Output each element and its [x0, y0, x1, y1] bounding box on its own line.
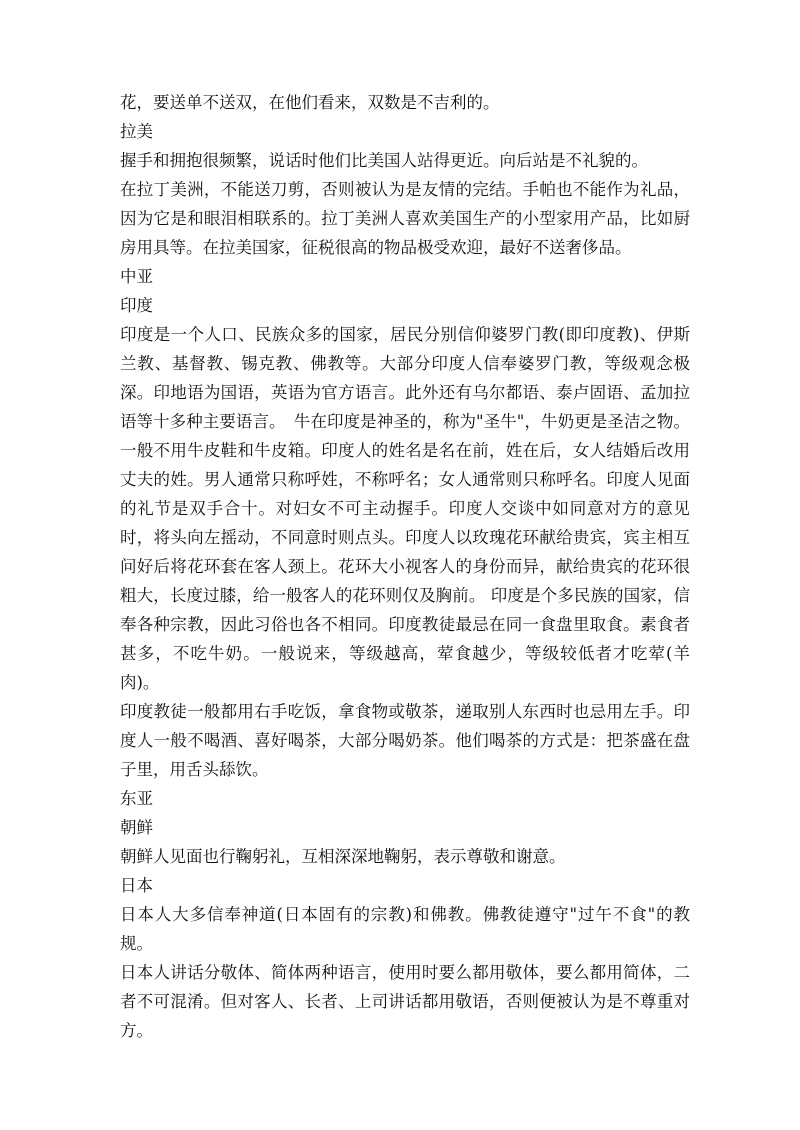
paragraph-gift-flowers: 花，要送单不送双，在他们看来，双数是不吉利的。: [120, 93, 500, 112]
paragraph-india-dining: 印度教徒一般都用右手吃饭，拿食物或敬茶，递取别人东西时也忌用左手。印度人一般不喝酒、喜好喝茶，大部分喝奶茶。他们喝茶的方式是：把茶盛在盘子里，用舌头舔饮。: [120, 702, 690, 779]
subsection-heading-india: 印度: [120, 296, 153, 315]
paragraph-india-customs: 印度是一个人口、民族众多的国家，居民分别信仰婆罗门教(即印度教)、伊斯兰教、基督教、锡克教、佛教等。大部分印度人信奉婆罗门教，等级观念极深。印地语为国语，英语为官方语言。此外还有乌尔都语、泰卢固语、孟加拉语等十多种主要语言。 牛在印度是神圣的，称为"圣牛"，牛奶更是圣洁之物。一般不用牛皮鞋和牛皮箱。印度人的姓名是名在前，姓在后，女人结婚后改用丈夫的姓。男人通常只称呼姓，不称呼名；女人通常则只称呼名。印度人见面的礼节是双手合十。对妇女不可主动握手。印度人交谈中如同意对方的意见时，将头向左摇动，不同意时则点头。印度人以玫瑰花环献给贵宾，宾主相互问好后将花环套在客人颈上。花环大小视客人的身份而异，献给贵宾的花环很粗大，长度过膝，给一般客人的花环则仅及胸前。 印度是个多民族的国家，信奉各种宗教，因此习俗也各不相同。印度教徒最忌在同一食盘里取食。素食者甚多，不吃牛奶。一般说来，等级越高，荤食越少，等级较低者才吃荤(羊肉)。: [120, 325, 690, 692]
section-heading-latin-america: 拉美: [120, 122, 153, 141]
section-heading-central-asia: 中亚: [120, 267, 153, 286]
paragraph-latin-greeting: 握手和拥抱很频繁，说话时他们比美国人站得更近。向后站是不礼貌的。: [120, 151, 648, 170]
subsection-heading-korea: 朝鲜: [120, 818, 153, 837]
paragraph-korea-bow: 朝鲜人见面也行鞠躬礼，互相深深地鞠躬，表示尊敬和谢意。: [120, 847, 566, 866]
paragraph-japan-religion: 日本人大多信奉神道(日本固有的宗教)和佛教。佛教徒遵守"过午不食"的教规。: [120, 905, 690, 953]
paragraph-latin-gifts: 在拉丁美洲，不能送刀剪，否则被认为是友情的完结。手帕也不能作为礼品，因为它是和眼泪相联系的。拉丁美洲人喜欢美国生产的小型家用产品，比如厨房用具等。在拉美国家，征税很高的物品极受欢迎，最好不送奢侈品。: [120, 180, 690, 257]
paragraph-japan-speech: 日本人讲话分敬体、简体两种语言，使用时要么都用敬体，要么都用简体，二者不可混淆。但对客人、长者、上司讲话都用敬语，否则便被认为是不尊重对方。: [120, 963, 690, 1040]
subsection-heading-japan: 日本: [120, 876, 153, 895]
section-heading-east-asia: 东亚: [120, 789, 153, 808]
document-body: [120, 88, 690, 1045]
